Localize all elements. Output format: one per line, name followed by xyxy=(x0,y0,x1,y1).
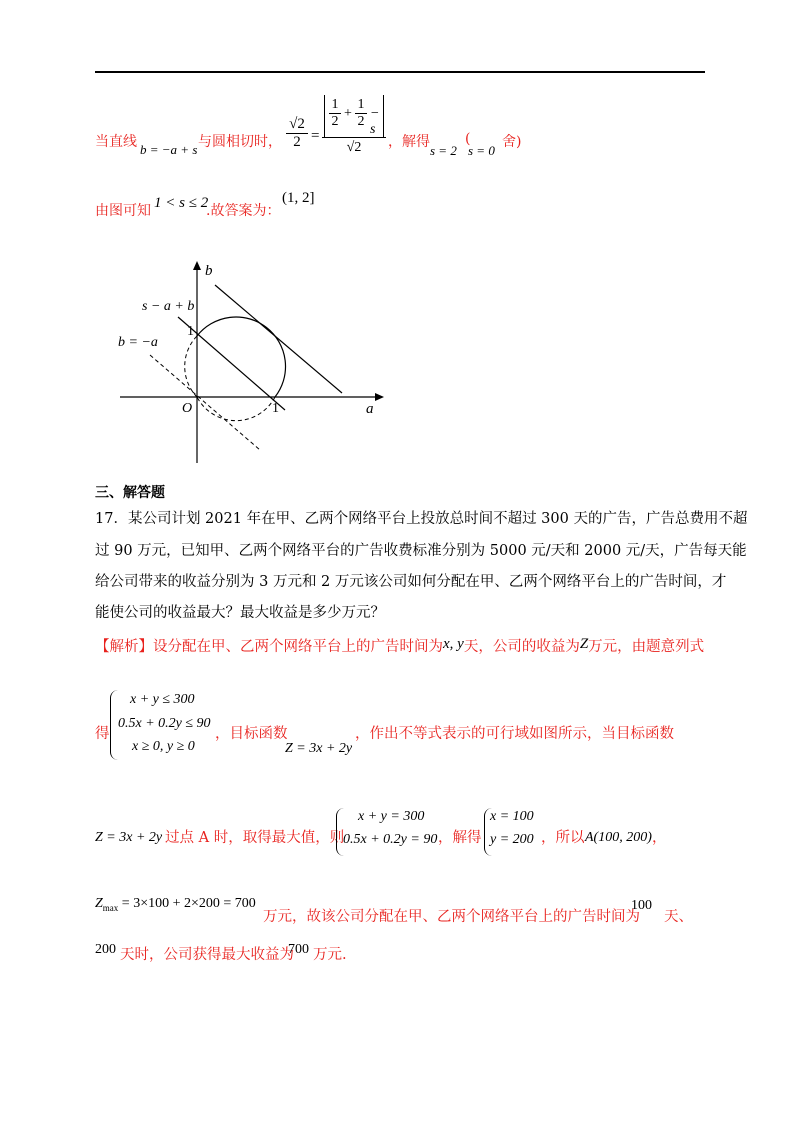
label-b: b xyxy=(205,263,213,279)
days-100: 100 xyxy=(631,898,652,913)
q17-line4: 能使公司的收益最大？最大收益是多少万元？ xyxy=(95,605,385,621)
rhs-abs xyxy=(324,95,384,137)
system3-row2: y = 200 xyxy=(490,832,534,847)
solution-text-1b: 天，公司的收益为 xyxy=(463,639,580,655)
system2-row1: x + y = 300 xyxy=(358,809,425,824)
line1-prefix: 当直线 xyxy=(95,134,137,150)
rhs-minus-s: − s xyxy=(370,106,380,137)
rhs-b-num: 1 xyxy=(355,97,367,114)
var-xy: x, y xyxy=(443,636,464,652)
solution-text-4end: 天、 xyxy=(664,909,693,925)
rhs-frac xyxy=(322,95,386,156)
lhs-den: 2 xyxy=(293,134,301,150)
zmax-expression xyxy=(95,896,256,913)
system1-row2: 0.5x + 0.2y ≤ 90 xyxy=(118,716,211,731)
line1-discard: 舍) xyxy=(502,134,522,150)
system3-row1: x = 100 xyxy=(490,809,534,824)
rhs-a xyxy=(329,97,341,130)
q17-line2: 过 90 万元，已知甲、乙两个网络平台的广告收费标准分别为 5000 元/天和 2000 元/天，广告每天能 xyxy=(95,543,747,559)
solution-text-3so: ，所以 xyxy=(541,830,585,846)
system1-row3: x ≥ 0, y ≥ 0 xyxy=(132,739,195,754)
tangent-line xyxy=(215,285,342,393)
system2-row2: 0.5x + 0.2y = 90 xyxy=(343,832,438,847)
solution-text-5a: 天时，公司获得最大收益为 xyxy=(120,947,294,963)
label-a: a xyxy=(366,401,374,417)
line2-answer: (1, 2] xyxy=(282,190,315,206)
line1-mid: 与圆相切时， xyxy=(198,134,282,150)
label-line1: s − a + b xyxy=(142,299,195,314)
solution-text-3mid: 过点 A 时，取得最大值，则 xyxy=(165,830,345,846)
solution-text-5b: 万元. xyxy=(313,947,347,963)
line2-ineq: 1 < s ≤ 2 xyxy=(154,195,209,211)
circle-dashed-arc-bottom xyxy=(197,397,275,421)
a-axis-arrow xyxy=(375,393,384,401)
geometry-figure xyxy=(110,255,390,470)
solution-text-1c: 万元，由题意列式 xyxy=(588,639,705,655)
label-one-y: 1 xyxy=(187,324,194,339)
line-b-equals-minus-a xyxy=(150,355,260,450)
days-200: 200 xyxy=(95,942,116,957)
zmax-z: Z xyxy=(95,896,103,911)
line2-answer-label: .故答案为： xyxy=(206,203,281,219)
var-z: Z xyxy=(579,636,589,652)
solution-text-4mid: 万元，故该公司分配在甲、乙两个网络平台上的广告时间为 xyxy=(263,909,640,925)
line1-paren: ( xyxy=(465,131,471,147)
solution-text-1a: 设分配在甲、乙两个网络平台上的广告时间为 xyxy=(153,639,443,655)
solution-line1 xyxy=(95,637,704,655)
solution-text-2end: ，作出不等式表示的可行域如图所示，当目标函数 xyxy=(355,726,674,742)
section-title: 三、解答题 xyxy=(95,485,165,501)
q17-line3: 给公司带来的收益分别为 3 万元和 2 万元该公司如何分配在甲、乙两个网络平台上的广告时间，才 xyxy=(95,574,727,590)
rhs-plus: + xyxy=(344,106,352,121)
b-axis-arrow xyxy=(193,261,201,270)
solution-de: 得 xyxy=(95,726,110,742)
system1-row1: x + y ≤ 300 xyxy=(130,692,195,707)
circle-dashed-arc-left xyxy=(185,336,197,397)
sol2: s = 0 xyxy=(468,143,495,158)
rhs-den: √2 xyxy=(322,137,386,156)
lhs-num: √2 xyxy=(286,116,308,134)
label-line2: b = −a xyxy=(118,335,158,350)
rhs-b xyxy=(355,97,367,130)
sol1: s = 2 xyxy=(430,143,457,158)
objective-2: Z = 3x + 2y xyxy=(95,830,163,845)
equals-sign: = xyxy=(311,128,320,144)
rhs-b-den: 2 xyxy=(357,114,365,129)
solution-comma: ， xyxy=(652,830,667,846)
solution-text-3solve: ，解得 xyxy=(438,830,482,846)
line2-prefix: 由图可知 xyxy=(95,203,151,219)
line1-solve: ，解得 xyxy=(388,134,430,150)
lhs-frac xyxy=(286,116,308,151)
circle-solid-arc xyxy=(197,317,286,397)
rhs-a-den: 2 xyxy=(331,114,339,129)
max-700: 700 xyxy=(288,942,309,957)
solution-text-2mid: ，目标函数 xyxy=(215,726,288,742)
rhs-a-num: 1 xyxy=(329,97,341,114)
point-A: A(100, 200) xyxy=(585,830,652,845)
line1-eq: b = −a + s xyxy=(140,142,198,157)
zmax-sub: max xyxy=(102,902,119,913)
header-rule xyxy=(95,71,705,73)
objective-1: Z = 3x + 2y xyxy=(285,741,353,756)
label-one-x: 1 xyxy=(272,401,279,416)
solution-tag: 【解析】 xyxy=(95,639,153,655)
zmax-value: = 3×100 + 2×200 = 700 xyxy=(118,896,256,911)
label-origin: O xyxy=(182,401,193,416)
q17-line1: 17．某公司计划 2021 年在甲、乙两个网络平台上投放总时间不超过 300 天的广告，广告总费用不超 xyxy=(95,511,748,527)
